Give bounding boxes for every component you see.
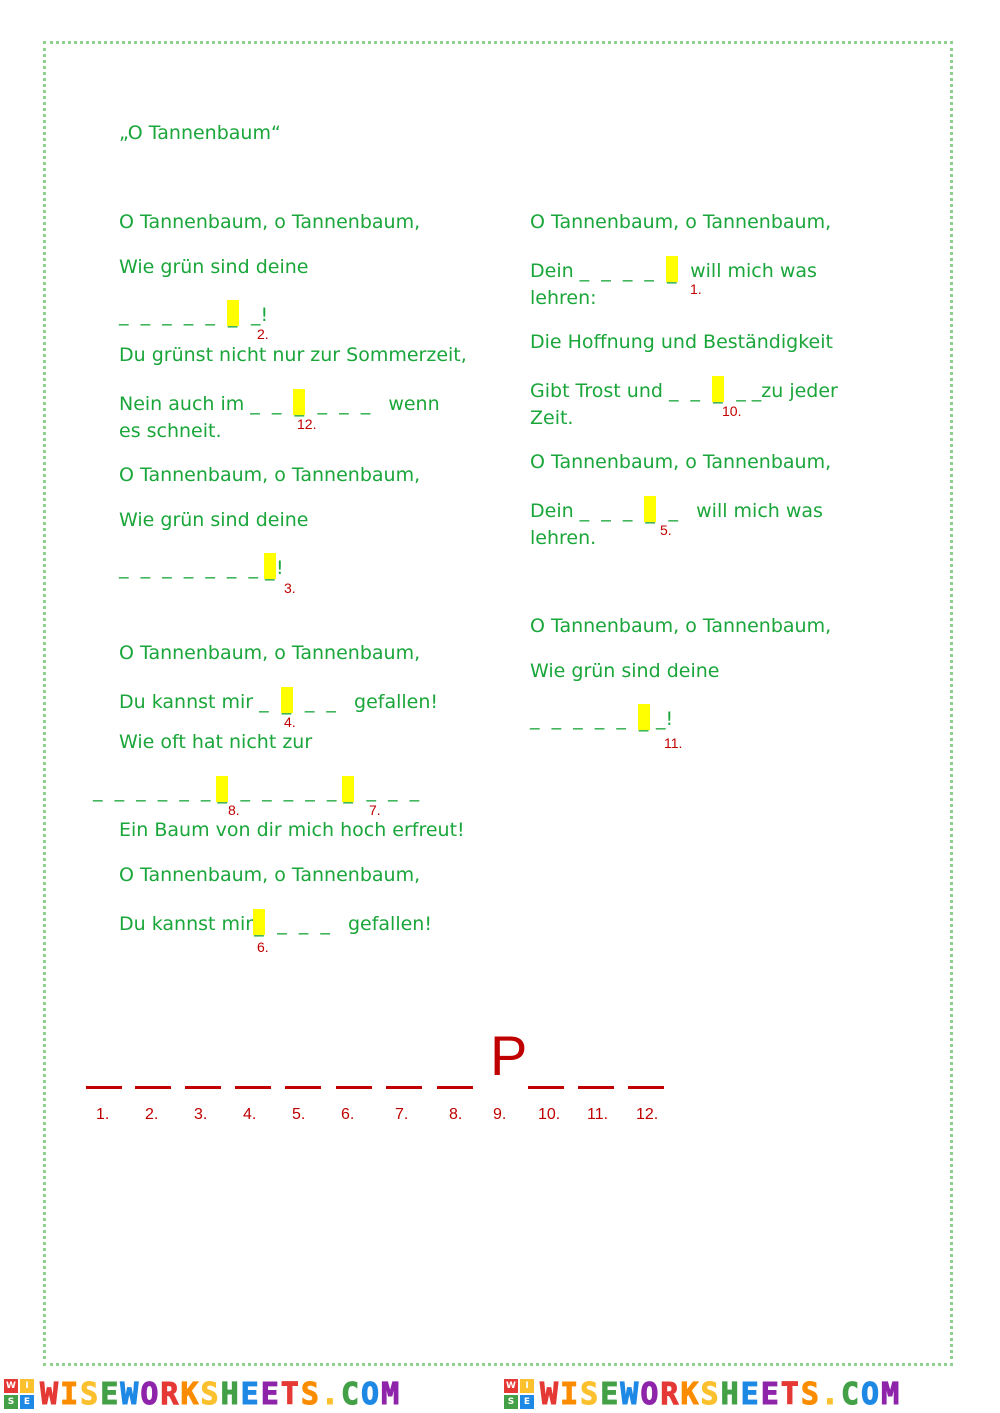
line-text: Gibt Trost und [530,380,663,402]
highlight-slot-1[interactable] [666,256,678,282]
right-verse3-line6: Zeit. [530,407,574,429]
marker-3: 3. [284,580,296,596]
solution-number-2: 2. [145,1106,159,1123]
solution-number-6: 6. [341,1106,355,1123]
solution-blank-6[interactable] [336,1066,372,1089]
left-verse2-line1: O Tannenbaum, o Tannenbaum, [119,642,421,664]
solution-blank-11[interactable] [578,1066,614,1089]
left-verse1-line7: O Tannenbaum, o Tannenbaum, [119,464,421,486]
left-verse2-line4: _ _ _ _ _ _ _ _ _ _ _ _ _ _ _ _ [93,776,419,802]
left-verse1-line3 [119,300,268,326]
marker-7: 7. [369,802,381,818]
blank-slots: _ _ _ _ _ [119,304,227,326]
solution-blank-12[interactable] [628,1066,664,1089]
right-verse3-line9: lehren. [530,527,597,549]
right-verse3-line5: Gibt Trost und _ _ _ _ _zu jeder [530,376,838,402]
marker-6: 6. [257,939,269,955]
brand-text: WISEWORKSHEETS.COM [540,1376,902,1412]
solution-number-11: 11. [587,1106,609,1123]
line-text-after: wenn [388,393,440,415]
left-verse2-line2: Du kannst mir _ _ _ _ gefallen! [119,687,438,713]
right-verse3-line7: O Tannenbaum, o Tannenbaum, [530,451,832,473]
solution-blank-1[interactable] [86,1066,122,1089]
right-verse3-line4: Die Hoffnung und Beständigkeit [530,331,833,353]
solution-blank-3[interactable] [185,1066,221,1089]
solution-number-10: 10. [538,1106,561,1123]
right-verse3-line3: lehren: [530,287,597,309]
solution-blank-5[interactable] [285,1066,321,1089]
marker-11: 11. [664,735,683,751]
left-verse1-line8: Wie grün sind deine [119,509,309,531]
highlight-slot-6[interactable] [253,909,265,935]
left-verse1-line9 [119,553,284,579]
right-verse4-line3 [530,704,673,730]
solution-blank-7[interactable] [386,1066,422,1089]
line-text: Du kannst mir [119,691,254,713]
highlight-slot-3[interactable] [264,553,276,579]
marker-2: 2. [257,326,269,342]
line-text: Dein [530,260,574,282]
line-text-after: will mich was [696,500,823,522]
left-verse1-line2: Wie grün sind deine [119,256,309,278]
logo-icon: W I S E [504,1379,534,1409]
line-text-after: gefallen! [347,913,432,935]
blank-slots: _ _ _ _ _ [530,708,638,730]
line-end: _! [251,304,269,326]
solution-number-12: 12. [636,1106,659,1123]
left-verse1-line4: Du grünst nicht nur zur Sommerzeit, [119,344,467,366]
left-verse1-line6: es schneit. [119,420,222,442]
highlight-slot-7[interactable] [342,776,354,802]
line-end: _! [655,708,674,730]
line-text-after: gefallen! [354,691,439,713]
blank-slots: _ _ _ _ _ _ [93,780,217,802]
highlight-slot-4[interactable] [281,687,293,713]
marker-5: 5. [660,522,672,538]
line-text: Du kannst mir [119,913,254,935]
highlight-slot-5[interactable] [644,496,656,522]
marker-12: 12. [297,416,317,432]
highlight-slot-2[interactable] [227,300,239,326]
solution-given-letter: P [490,1024,528,1087]
left-verse2-line7: Du kannst mir_ _ _ _ gefallen! [119,909,432,935]
solution-blank-4[interactable] [235,1066,271,1089]
marker-8: 8. [228,802,240,818]
right-verse3-line1: O Tannenbaum, o Tannenbaum, [530,211,832,233]
song-title: „O Tannenbaum“ [119,122,281,144]
left-verse2-line3: Wie oft hat nicht zur [119,731,313,753]
solution-number-7: 7. [395,1106,409,1123]
logo-icon: W I S E [4,1379,34,1409]
solution-blank-2[interactable] [135,1066,171,1089]
line-text: Nein auch im [119,393,245,415]
solution-number-1: 1. [96,1106,110,1123]
brand-text: WISEWORKSHEETS.COM [40,1376,402,1412]
blank-slots: _ _ _ _ _ _ _ [119,557,265,579]
left-verse1-line5: Nein auch im _ _ _ _ _ _ wenn [119,389,440,415]
right-verse4-line1: O Tannenbaum, o Tannenbaum, [530,615,832,637]
left-verse1-line1: O Tannenbaum, o Tannenbaum, [119,211,421,233]
marker-10: 10. [722,403,742,419]
footer-watermark [0,1378,1000,1410]
footer-brand-unit [500,1378,1000,1410]
left-verse2-line6: O Tannenbaum, o Tannenbaum, [119,864,421,886]
right-verse4-line2: Wie grün sind deine [530,660,720,682]
solution-number-4: 4. [243,1106,257,1123]
highlight-slot-12[interactable] [293,389,305,415]
highlight-slot-11[interactable] [638,704,650,730]
solution-number-8: 8. [449,1106,463,1123]
right-verse3-line8: Dein _ _ _ _ _ will mich was [530,496,823,522]
footer-brand-unit [0,1378,500,1410]
solution-blank-8[interactable] [437,1066,473,1089]
solution-number-5: 5. [292,1106,306,1123]
highlight-slot-8[interactable] [216,776,228,802]
line-text-after: will mich was [690,260,817,282]
highlight-slot-10[interactable] [712,376,724,402]
right-verse3-line2: Dein _ _ _ _ _ will mich was [530,256,817,282]
line-text: Dein [530,500,574,522]
marker-4: 4. [284,714,296,730]
line-end: ! [276,557,284,579]
left-verse2-line5: Ein Baum von dir mich hoch erfreut! [119,819,465,841]
solution-number-3: 3. [194,1106,208,1123]
line-text-after: _ _zu jeder [736,380,838,402]
solution-blank-10[interactable] [528,1066,564,1089]
solution-number-9: 9. [493,1106,507,1123]
marker-1: 1. [690,281,702,297]
